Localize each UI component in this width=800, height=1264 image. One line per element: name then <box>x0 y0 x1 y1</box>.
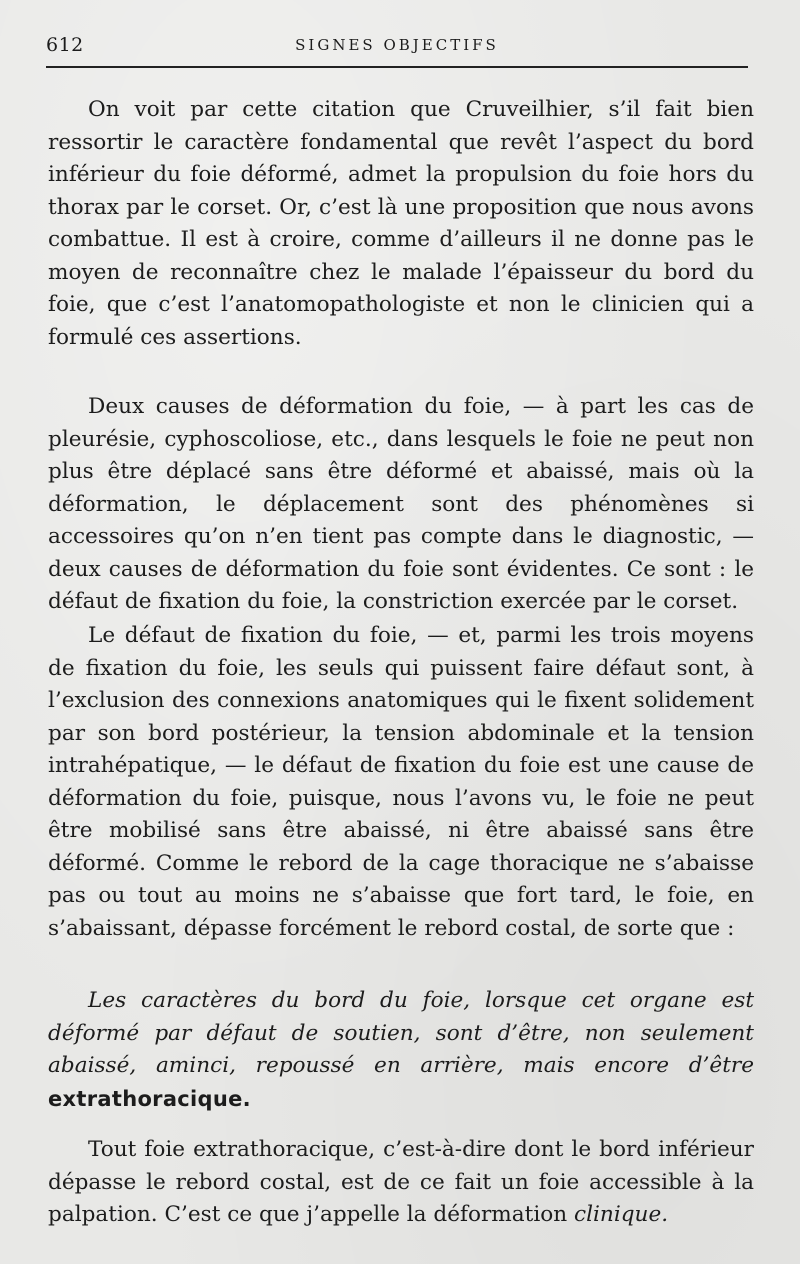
paragraph-text <box>48 985 754 1116</box>
paragraph-text <box>48 1134 754 1232</box>
paragraph-deux-causes <box>48 391 754 619</box>
running-title: SIGNES OBJECTIFS <box>295 36 499 54</box>
paragraph-cruveilhier <box>48 94 754 354</box>
paragraph-defaut-fixation <box>48 620 754 945</box>
paragraph-text: On voit par cette citation que Cruveilhier, s’il fait bien ressortir le caractère fondamental que revêt l’aspect du bord inférieur du foie déformé, admet la propulsion du foie hors du thorax par le corset. Or, c’est là une proposition que nous avons combattue. Il est à croire, comme d’ailleurs il ne donne pas le moyen de reconnaître chez le malade l’épaisseur du bord du foie, que c’est l’anatomopathologiste et non le clinicien qui a formulé ces assertions. <box>48 97 754 350</box>
paragraph-text: Le défaut de fixation du foie, — et, parmi les trois moyens de fixation du foie, les seuls qui puissent faire défaut sont, à l’exclusion des connexions anatomiques qui le fixent solidement par son bord postérieur, la tension abdominale et la tension intrahépatique, — le défaut de fixation du foie est une cause de déformation du foie, puisque, nous l’avons vu, le foie ne peut être mobilisé sans être abaissé, ni être abaissé sans être déformé. Comme le rebord de la cage thoracique ne s’abaisse pas ou tout au moins ne s’abaisse que fort tard, le foie, en s’abaissant, dépasse forcément le rebord costal, de sorte que : <box>48 623 754 941</box>
paragraph-body: Tout foie extrathoracique, c’est-à-dire dont le bord inférieur dépasse le rebord costal, est de ce fait un foie accessible à la palpation. C’est ce que j’appelle la déformation <box>48 1137 754 1227</box>
bold-term-extrathoracique: extrathoracique. <box>48 1086 251 1111</box>
italic-statement: Les caractères du bord du foie, lorsque cet organe est déformé par défaut de soutien, sont d’être, non seulement abaissé, aminci, repoussé en arrière, mais encore d’être <box>48 988 754 1078</box>
page-header <box>46 30 748 64</box>
paragraph-foie-extrathoracique <box>48 1134 754 1232</box>
italic-word-clinique: clinique. <box>574 1202 669 1227</box>
header-rule <box>46 66 748 68</box>
paragraph-caracteres-italic <box>48 985 754 1116</box>
page-number: 612 <box>46 34 84 56</box>
paragraph-text: Deux causes de déformation du foie, — à part les cas de pleurésie, cyphoscoliose, etc., dans lesquels le foie ne peut non plus être déplacé sans être déformé et abaissé, mais où la déformation, le déplacement sont des phénomènes si accessoires qu’on n’en tient pas compte dans le diagnostic, — deux causes de déformation du foie sont évidentes. Ce sont : le défaut de fixation du foie, la constriction exercée par le corset. <box>48 394 754 614</box>
